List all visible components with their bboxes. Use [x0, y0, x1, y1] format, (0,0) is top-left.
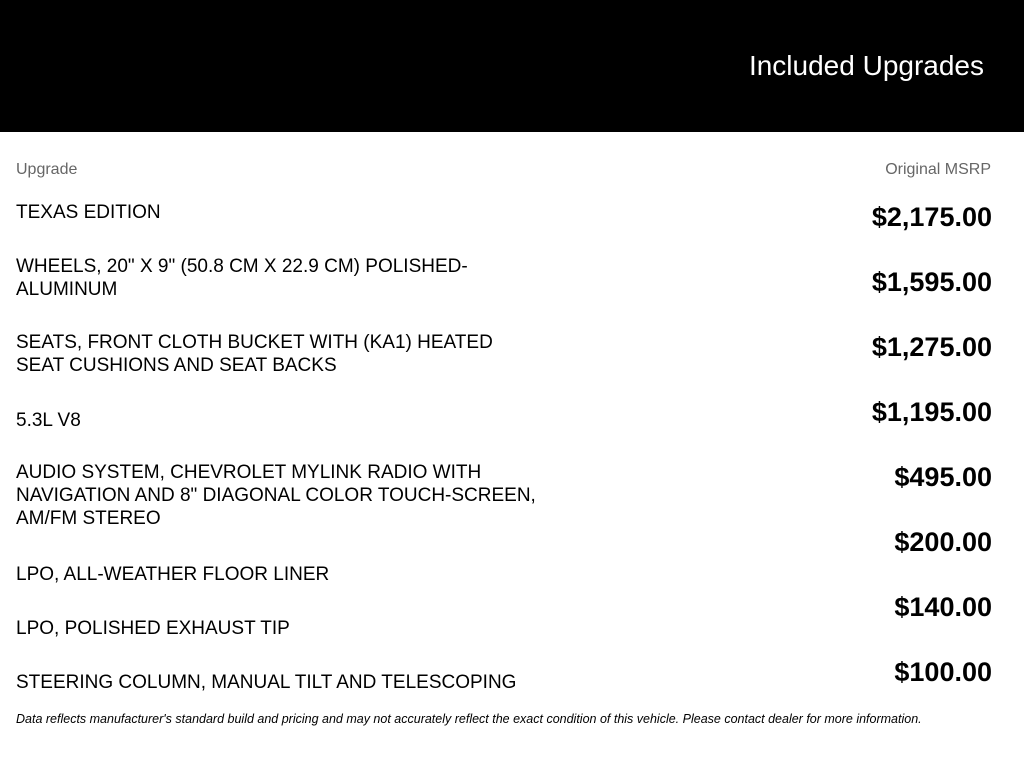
upgrade-price: $1,195.00	[871, 397, 992, 427]
page-title: Included Upgrades	[748, 50, 984, 81]
header-banner	[0, 0, 1024, 132]
upgrade-name: LPO, ALL-WEATHER FLOOR LINER	[16, 564, 330, 585]
upgrade-price: $2,175.00	[871, 202, 992, 232]
upgrade-name: LPO, POLISHED EXHAUST TIP	[16, 618, 290, 639]
upgrade-name: STEERING COLUMN, MANUAL TILT AND TELESCOPING	[16, 672, 517, 693]
disclaimer-text: Data reflects manufacturer's standard build and pricing and may not accurately reflect the exact condition of this vehicle. Please contact dealer for more information.	[16, 712, 922, 726]
column-header-upgrade: Upgrade	[16, 161, 78, 178]
upgrade-name: AUDIO SYSTEM, CHEVROLET MYLINK RADIO WITH NAVIGATION AND 8" DIAGONAL COLOR TOUCH-SCREEN, AM/FM STEREO	[16, 462, 536, 529]
upgrade-price: $495.00	[894, 462, 992, 492]
upgrade-name: WHEELS, 20" X 9" (50.8 CM X 22.9 CM) POLISHED-ALUMINUM	[16, 256, 468, 300]
upgrade-price: $100.00	[894, 657, 992, 687]
upgrade-name: TEXAS EDITION	[16, 202, 161, 223]
upgrade-price: $1,595.00	[871, 267, 992, 297]
upgrade-price: $1,275.00	[871, 332, 992, 362]
column-header-msrp: Original MSRP	[885, 161, 991, 178]
upgrade-price: $200.00	[894, 527, 992, 557]
upgrade-name: SEATS, FRONT CLOTH BUCKET WITH (KA1) HEATED SEAT CUSHIONS AND SEAT BACKS	[16, 332, 493, 376]
upgrade-price: $140.00	[894, 592, 992, 622]
upgrade-name: 5.3L V8	[16, 410, 81, 431]
